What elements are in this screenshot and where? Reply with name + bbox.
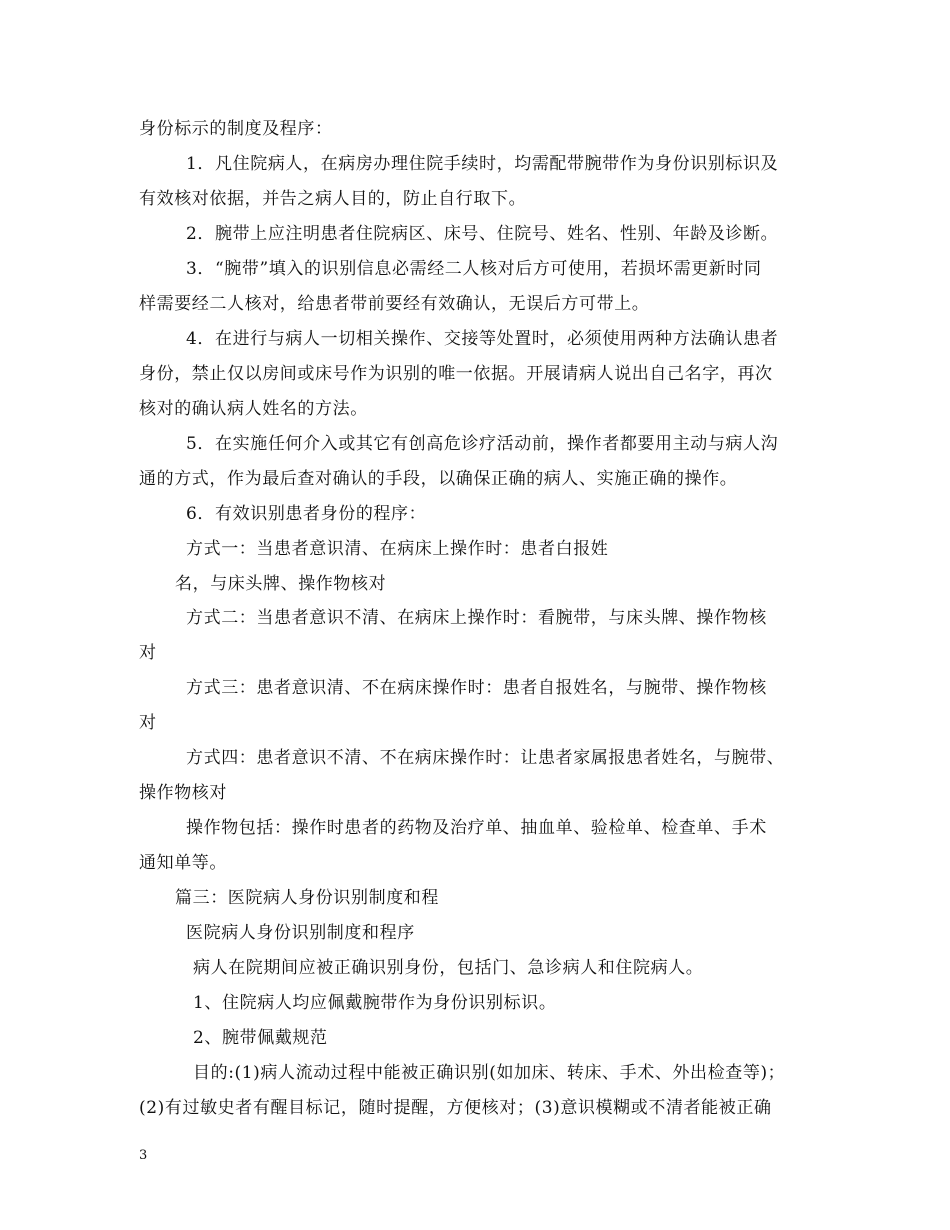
text-line: 身份标示的制度及程序：: [139, 119, 333, 139]
text-line: 操作物核对: [139, 783, 227, 803]
text-line: 有效核对依据，并告之病人目的，防止自行取下。: [139, 189, 527, 209]
text-line: 核对的确认病人姓名的方法。: [139, 399, 368, 419]
text-line: 通知单等。: [139, 853, 227, 873]
text-line: 1、住院病人均应佩戴腕带作为身份识别标识。: [193, 993, 557, 1013]
text-line: 1．凡住院病人，在病房办理住院手续时，均需配带腕带作为身份识别标识及: [186, 154, 779, 174]
page-number: 3: [139, 1148, 148, 1163]
text-line: 身份，禁止仅以房间或床号作为识别的唯一依据。开展请病人说出自己名字，再次: [139, 364, 773, 384]
text-line: 方式三：患者意识清、不在病床操作时：患者自报姓名，与腕带、操作物核: [186, 678, 767, 698]
text-line: 对: [139, 643, 157, 663]
text-line: 名，与床头牌、操作物核对: [175, 574, 387, 594]
text-line: 4．在进行与病人一切相关操作、交接等处置时，必须使用两种方法确认患者: [186, 329, 779, 349]
text-line: 方式四：患者意识不清、不在病床操作时：让患者家属报患者姓名，与腕带、: [186, 748, 785, 768]
text-line: 2．腕带上应注明患者住院病区、床号、住院号、姓名、性别、年龄及诊断。: [186, 224, 779, 244]
text-line: 3．“腕带”填入的识别信息必需经二人核对后方可使用，若损坏需更新时同: [186, 259, 762, 279]
document-title: 医院病人身份识别制度和程序: [186, 923, 415, 943]
text-line: 5．在实施任何介入或其它有创高危诊疗活动前，操作者都要用主动与病人沟: [186, 434, 779, 454]
text-line: 方式一：当患者意识清、在病床上操作时：患者白报姓: [186, 539, 609, 559]
text-line: 操作物包括：操作时患者的药物及治疗单、抽血单、验检单、检查单、手术: [186, 818, 767, 838]
text-line: 6．有效识别患者身份的程序：: [186, 504, 427, 524]
text-line: 病人在院期间应被正确识别身份，包括门、急诊病人和住院病人。: [193, 958, 704, 978]
text-line: 样需要经二人核对，给患者带前要经有效确认，无误后方可带上。: [139, 294, 650, 314]
text-line: 通的方式，作为最后查对确认的手段，以确保正确的病人、实施正确的操作。: [139, 469, 738, 489]
text-line: 2、腕带佩戴规范: [193, 1028, 328, 1048]
text-line: 方式二：当患者意识不清、在病床上操作时：看腕带，与床头牌、操作物核: [186, 608, 767, 628]
text-line: (2)有过敏史者有醒目标记，随时提醒，方便核对；(3)意识模糊或不清者能被正确: [139, 1098, 772, 1118]
section-heading: 篇三：医院病人身份识别制度和程: [175, 888, 439, 908]
text-line: 目的:(1)病人流动过程中能被正确识别(如加床、转床、手术、外出检查等)；: [193, 1063, 786, 1083]
text-line: 对: [139, 713, 157, 733]
